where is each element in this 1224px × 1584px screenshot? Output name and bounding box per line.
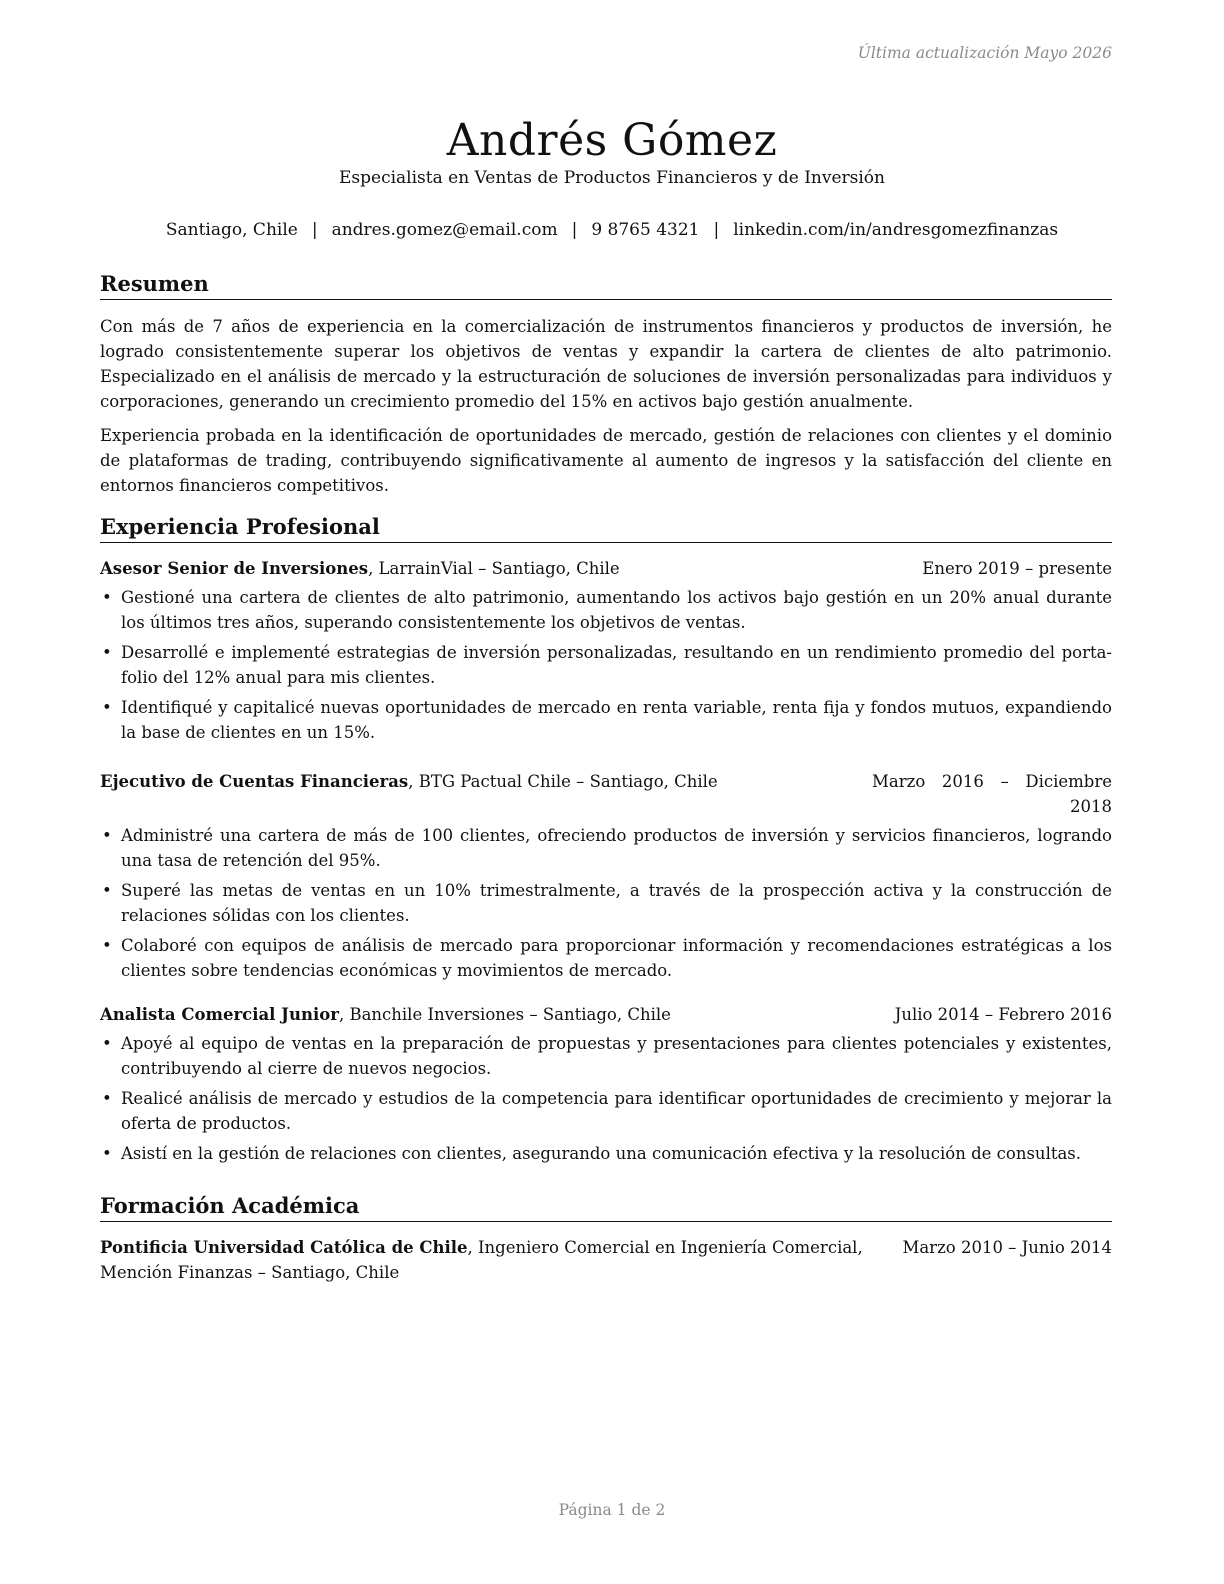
job-bullet: • Administré una cartera de más de 100 clientes, ofreciendo productos de inversión y servicios financieros, logrando una tasa de retención del 95%.: [100, 823, 1112, 873]
job-entry: [100, 769, 1112, 983]
job-bullet: • Colaboré con equipos de análisis de mercado para proporcionar información y recomendaciones estratégicas a los clientes sobre tendencias económicas y movimientos de mercado.: [100, 933, 1112, 983]
section-title-education: Formación Académica: [100, 1192, 1112, 1222]
job-role: Ejecutivo de Cuentas Financieras: [100, 772, 409, 791]
professional-headline: Especialista en Ventas de Productos Financieros y de Inversión: [339, 168, 885, 188]
job-entry: [100, 1002, 1112, 1166]
section-title-experience: Experiencia Profesional: [100, 513, 1112, 543]
summary-paragraph: Con más de 7 años de experiencia en la comercialización de instrumentos financieros y productos de inversión, he logrado consistentemente superar los objetivos de ventas y expandir la cartera de clientes de alto patrimonio. Especializado en el análisis de mercado y la estructuración de soluciones de inversión personalizadas para individuos y corporaciones, generando un crecimiento promedio del 15% en activos bajo gestión anualmente.: [100, 317, 1112, 411]
education-dates: Marzo 2010 – Junio 2014: [902, 1238, 1112, 1257]
contact-line: [0, 220, 1224, 240]
page-number: Página 1 de 2: [558, 1501, 666, 1519]
job-company: , LarrainVial – Santiago, Chile: [368, 559, 620, 578]
contact-phone: 9 8765 4321: [591, 220, 700, 240]
candidate-name: Andrés Gómez: [446, 115, 778, 167]
job-bullet: • Superé las metas de ventas en un 10% trimestralmente, a través de la prospección activa y la construcción de relaciones sólidas con los clientes.: [100, 878, 1112, 928]
job-dates: Julio 2014 – Febrero 2016: [894, 1005, 1112, 1024]
contact-separator: |: [571, 220, 578, 240]
summary-section: [100, 270, 1112, 498]
job-role: Asesor Senior de Inversiones: [100, 559, 369, 578]
contact-separator: |: [713, 220, 720, 240]
education-entry: [100, 1235, 1112, 1285]
last-updated-note: Última actualización Mayo 2026: [857, 44, 1112, 62]
job-bullet: • Identifiqué y capitalicé nuevas oportunidades de mercado en renta variable, renta fija y fondos mutuos, expandiendo la base de clientes en un 15%.: [100, 695, 1112, 745]
education-degree: , Ingeniero Comercial en Ingeniería Comercial, Mención Finanzas – Santiago, Chile: [100, 1238, 863, 1282]
experience-section: [100, 513, 1112, 1171]
job-header: [100, 769, 1112, 819]
summary-paragraph: Experiencia probada en la identificación de oportunidades de mercado, gestión de relaciones con clientes y el dominio de plataformas de trading, contribuyendo significativamente al aumento de ingresos y la satisfacción del cliente en entornos financieros competitivos.: [100, 426, 1112, 495]
job-header: [100, 556, 1112, 581]
job-bullets: [100, 823, 1112, 983]
job-bullet: • Apoyé al equipo de ventas en la preparación de propuestas y presentaciones para clientes potenciales y existentes, contribuyendo al cierre de nuevos negocios.: [100, 1031, 1112, 1081]
job-bullets: [100, 585, 1112, 745]
contact-location: Santiago, Chile: [165, 220, 298, 240]
contact-email-link[interactable]: andres.gomez@email.com: [331, 220, 558, 240]
contact-separator: |: [311, 220, 318, 240]
job-bullet: • Asistí en la gestión de relaciones con clientes, asegurando una comunicación efectiva y la resolución de consultas.: [100, 1141, 1112, 1166]
job-dates: Enero 2019 – presente: [922, 559, 1112, 578]
job-bullet: • Desarrollé e implementé estrategias de inversión personalizadas, resultando en un rendimiento promedio del porta-folio del 12% anual para mis clientes.: [100, 640, 1112, 690]
job-dates: Marzo 2016 – Diciembre 2018: [872, 772, 1112, 816]
section-title-summary: Resumen: [100, 270, 1112, 300]
job-role: Analista Comercial Junior: [100, 1005, 339, 1024]
education-section: [100, 1192, 1112, 1285]
job-bullet: • Realicé análisis de mercado y estudios de la competencia para identificar oportunidades de crecimiento y mejorar la oferta de productos.: [100, 1086, 1112, 1136]
education-institution: Pontificia Universidad Católica de Chile: [100, 1238, 468, 1257]
job-bullet: • Gestioné una cartera de clientes de alto patrimonio, aumentando los activos bajo gestión en un 20% anual durante los últimos tres años, superando consistentemente los objetivos de ventas.: [100, 585, 1112, 635]
job-bullets: [100, 1031, 1112, 1166]
job-header: [100, 1002, 1112, 1027]
job-entry: [100, 556, 1112, 745]
job-company: , Banchile Inversiones – Santiago, Chile: [338, 1005, 671, 1024]
contact-linkedin-link[interactable]: linkedin.com/in/andresgomezfinanzas: [733, 220, 1059, 240]
job-company: , BTG Pactual Chile – Santiago, Chile: [408, 772, 718, 791]
